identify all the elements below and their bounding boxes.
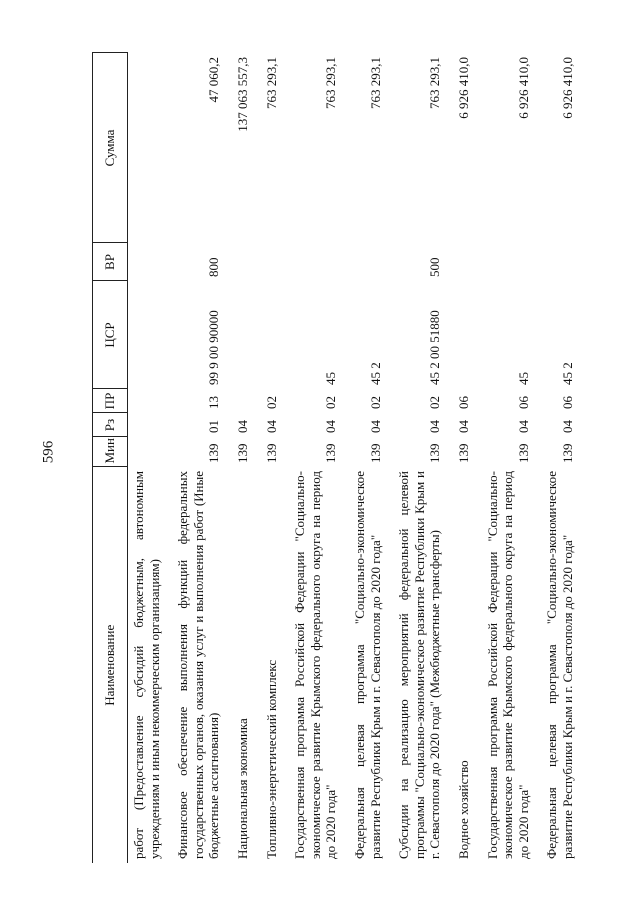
row-csr xyxy=(232,281,253,389)
row-pr xyxy=(128,389,165,413)
row-rz: 04 xyxy=(559,420,575,433)
row-name: Государственная программа Российской Федерации "Социально-экономическое развитие Крымского федерального округа на период до 2020 года" xyxy=(484,471,531,859)
row-pr: 13 xyxy=(206,396,222,409)
row-min: 139 xyxy=(515,443,531,463)
row-sum xyxy=(128,53,165,243)
row-rz: 04 xyxy=(234,420,250,433)
row-rz: 04 xyxy=(455,420,471,433)
row-name: работ (Предоставление субсидий бюджетным, автономным учреждениям и иным некоммерческим организациям) xyxy=(131,471,162,859)
row-rz: 04 xyxy=(427,420,443,433)
table-row xyxy=(261,53,282,863)
row-sum: 137 063 557,3 xyxy=(234,57,250,132)
row-csr xyxy=(128,281,165,389)
row-sum: 6 926 410,0 xyxy=(455,57,471,119)
row-name: Национальная экономика xyxy=(234,718,250,859)
row-name: Государственная программа Российской Федерации "Социально-экономическое развитие Крымского федерального округа на период до 2020 года" xyxy=(292,471,339,859)
row-name: Субсидии на реализацию мероприятий федеральной целевой программы "Социально-экономическое развитие Республики Крым и г. Севастополя до 2020 года" (Межбюджетные трансферты) xyxy=(396,471,443,859)
row-vr: 800 xyxy=(206,257,222,277)
row-name: Топливно-энергетический комплекс xyxy=(263,659,279,859)
row-vr xyxy=(482,243,534,281)
row-csr: 99 9 00 90000 xyxy=(206,310,222,385)
row-vr xyxy=(261,243,282,281)
row-pr: 02 xyxy=(367,396,383,409)
row-rz xyxy=(128,413,165,437)
header-csr: ЦСР xyxy=(93,281,128,389)
row-min: 139 xyxy=(559,443,575,463)
header-pr: ПР xyxy=(93,389,128,413)
header-vr: ВР xyxy=(93,243,128,281)
table-row xyxy=(482,53,534,863)
row-min: 139 xyxy=(263,443,279,463)
row-name: Финансовое обеспечение выполнения функций федеральных государственных органов, оказания услуг и выполнения работ (Иные бюджетные ассигнования) xyxy=(175,471,222,859)
row-sum: 47 060,2 xyxy=(206,57,222,103)
row-rz: 04 xyxy=(367,420,383,433)
row-csr: 45 2 xyxy=(367,362,383,385)
row-sum: 763 293,1 xyxy=(367,57,383,109)
row-pr: 02 xyxy=(263,396,279,409)
rotated-table-container xyxy=(92,53,592,863)
row-rz: 01 xyxy=(206,420,222,433)
row-vr xyxy=(453,243,474,281)
table-row xyxy=(393,53,445,863)
row-pr: 06 xyxy=(515,396,531,409)
row-min: 139 xyxy=(323,443,339,463)
table-row xyxy=(232,53,253,863)
table-row xyxy=(172,53,224,863)
row-vr xyxy=(289,243,341,281)
header-name: Наименование xyxy=(93,467,128,863)
row-csr: 45 2 xyxy=(559,362,575,385)
page-number: 596 xyxy=(40,440,57,464)
row-vr xyxy=(128,243,165,281)
row-csr xyxy=(453,281,474,389)
row-csr: 45 xyxy=(323,372,339,385)
row-csr xyxy=(261,281,282,389)
row-sum: 763 293,1 xyxy=(263,57,279,109)
table-header xyxy=(93,53,128,863)
row-vr xyxy=(541,243,577,281)
row-vr: 500 xyxy=(427,257,443,277)
row-pr: 06 xyxy=(559,396,575,409)
header-rz: Рз xyxy=(93,413,128,437)
row-rz: 04 xyxy=(263,420,279,433)
row-vr xyxy=(349,243,385,281)
row-pr: 02 xyxy=(427,396,443,409)
header-min: Мин xyxy=(93,437,128,467)
header-sum: Сумма xyxy=(93,53,128,243)
table-row xyxy=(453,53,474,863)
row-min xyxy=(128,437,165,467)
table-row xyxy=(128,53,165,863)
row-csr: 45 xyxy=(515,372,531,385)
row-sum: 6 926 410,0 xyxy=(559,57,575,119)
budget-table xyxy=(92,53,577,864)
row-min: 139 xyxy=(427,443,443,463)
table-row xyxy=(349,53,385,863)
row-min: 139 xyxy=(206,443,222,463)
row-sum: 6 926 410,0 xyxy=(515,57,531,119)
row-rz: 04 xyxy=(323,420,339,433)
row-min: 139 xyxy=(234,443,250,463)
row-vr xyxy=(232,243,253,281)
table-row xyxy=(541,53,577,863)
row-sum: 763 293,1 xyxy=(427,57,443,109)
table-row xyxy=(289,53,341,863)
row-pr xyxy=(232,389,253,413)
row-csr: 45 2 00 51880 xyxy=(427,310,443,385)
row-min: 139 xyxy=(367,443,383,463)
row-name: Водное хозяйство xyxy=(455,760,471,859)
row-name: Федеральная целевая программа "Социально-экономическое развитие Республики Крым и г. Севастополя до 2020 года" xyxy=(351,471,383,859)
row-min: 139 xyxy=(455,443,471,463)
row-pr: 06 xyxy=(455,396,471,409)
table-body xyxy=(128,53,578,863)
row-sum: 763 293,1 xyxy=(323,57,339,109)
row-name: Федеральная целевая программа "Социально-экономическое развитие Республики Крым и г. Севастополя до 2020 года" xyxy=(544,471,575,859)
row-pr: 02 xyxy=(323,396,339,409)
row-rz: 04 xyxy=(515,420,531,433)
